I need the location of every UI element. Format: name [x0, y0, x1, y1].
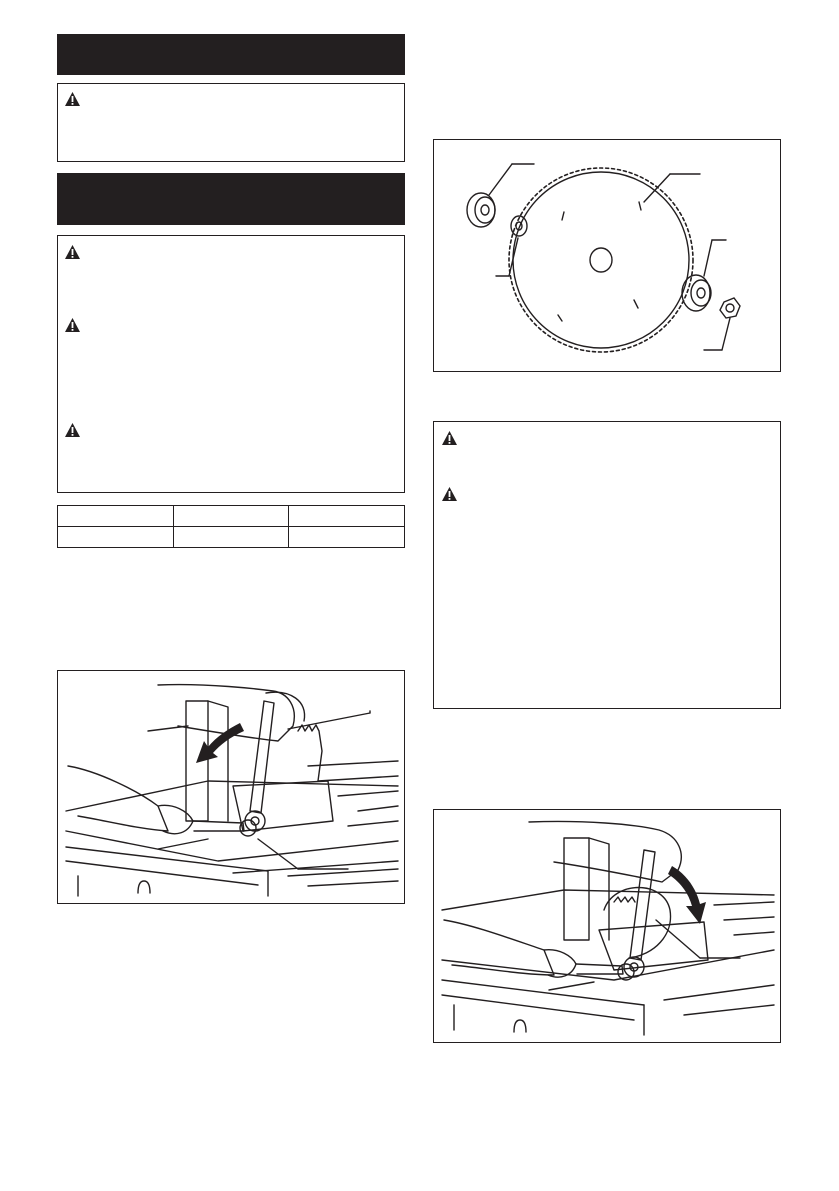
table-cell — [173, 506, 289, 527]
section-heading-bar-1 — [57, 34, 405, 75]
figure-wrench-tighten — [433, 809, 781, 1043]
hex-nut-icon — [720, 298, 740, 318]
figure-wrench-loosen — [57, 670, 405, 904]
saw-blade-icon — [509, 168, 693, 352]
inner-flange-icon — [467, 193, 495, 227]
table-cell — [289, 527, 405, 548]
table-cell — [173, 527, 289, 548]
rotation-arrow-icon — [668, 866, 706, 924]
table-row — [58, 506, 405, 527]
wrench-loosen-illustration — [58, 671, 404, 903]
warning-box — [57, 235, 405, 493]
caution-box-1 — [57, 83, 405, 162]
table-cell — [289, 506, 405, 527]
warning-triangle-icon — [64, 317, 81, 333]
table-cell — [58, 506, 174, 527]
figure-blade-parts — [433, 139, 781, 372]
warning-triangle-icon — [64, 422, 81, 438]
section-heading-bar-2 — [57, 173, 405, 225]
table-row — [58, 527, 405, 548]
spec-table — [57, 505, 405, 548]
warning-triangle-icon — [64, 244, 81, 260]
rotation-arrow-icon — [196, 723, 244, 763]
warning-triangle-icon — [441, 486, 458, 502]
table-cell — [58, 527, 174, 548]
caution-box-2 — [433, 421, 781, 709]
outer-flange-icon — [682, 275, 711, 311]
warning-triangle-icon — [64, 91, 81, 107]
warning-triangle-icon — [441, 430, 458, 446]
